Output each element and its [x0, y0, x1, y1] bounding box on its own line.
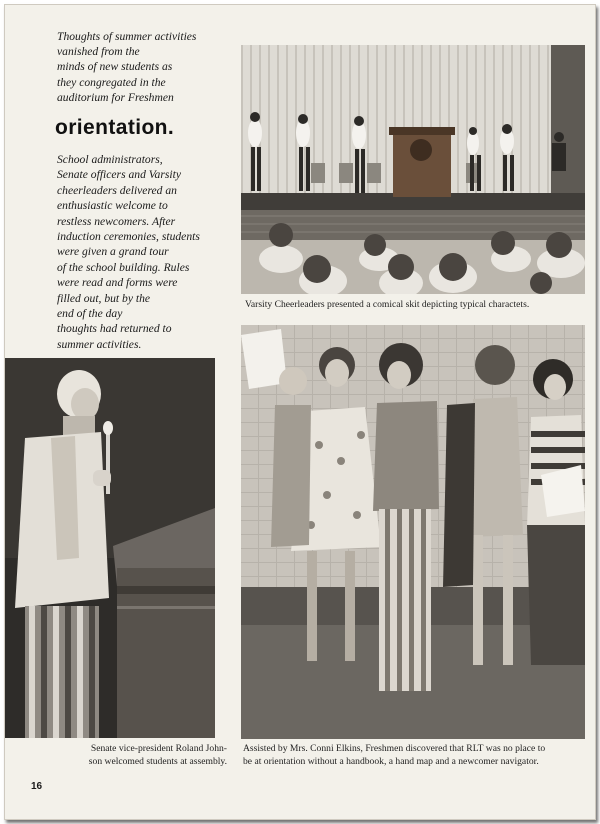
- body-line: School administrators,: [57, 153, 163, 166]
- intro-text: [57, 29, 237, 105]
- body-line: thoughts had returned to: [57, 322, 172, 336]
- intro-line: vanished from the: [57, 45, 140, 59]
- hallway-caption: [243, 742, 593, 768]
- hallway-caption-line: be at orientation without a handbook, a hand map and a newcomer navigator.: [243, 756, 539, 767]
- stage-photo: [241, 45, 585, 294]
- speaker-caption-line: son welcomed students at assembly.: [88, 756, 227, 767]
- intro-line: minds of new students as: [57, 60, 173, 74]
- hallway-caption-line: Assisted by Mrs. Conni Elkins, Freshmen discovered that RLT was no place to: [243, 743, 546, 754]
- speaker-photo: [5, 358, 215, 738]
- intro-line: they congregated in the: [57, 75, 166, 89]
- speaker-caption-line: Senate vice-president Roland John-: [90, 743, 227, 754]
- page-heading: orientation.: [55, 116, 175, 139]
- body-text: [57, 152, 247, 352]
- page-number: 16: [31, 781, 43, 792]
- body-line: summer activities.: [57, 337, 142, 351]
- body-line: restless newcomers. After: [57, 214, 176, 228]
- body-line: of the school building. Rules: [57, 260, 190, 274]
- body-line: were given a grand tour: [57, 245, 169, 259]
- body-line: were read and forms were: [57, 276, 178, 290]
- intro-line: Thoughts of summer activities: [57, 30, 197, 43]
- yearbook-page: [4, 4, 596, 820]
- body-line: enthusiastic welcome to: [57, 199, 168, 213]
- body-line: end of the day: [57, 307, 123, 321]
- body-line: filled out, but by the: [57, 291, 151, 305]
- body-line: cheerleaders delivered an: [57, 183, 177, 197]
- speaker-caption: [57, 742, 227, 768]
- stage-caption: Varsity Cheerleaders presented a comical skit depicting typical charactets.: [245, 299, 530, 310]
- intro-line: auditorium for Freshmen: [57, 90, 174, 104]
- hallway-photo: [241, 325, 585, 739]
- body-line: Senate officers and Varsity: [57, 168, 181, 182]
- body-line: induction ceremonies, students: [57, 230, 200, 244]
